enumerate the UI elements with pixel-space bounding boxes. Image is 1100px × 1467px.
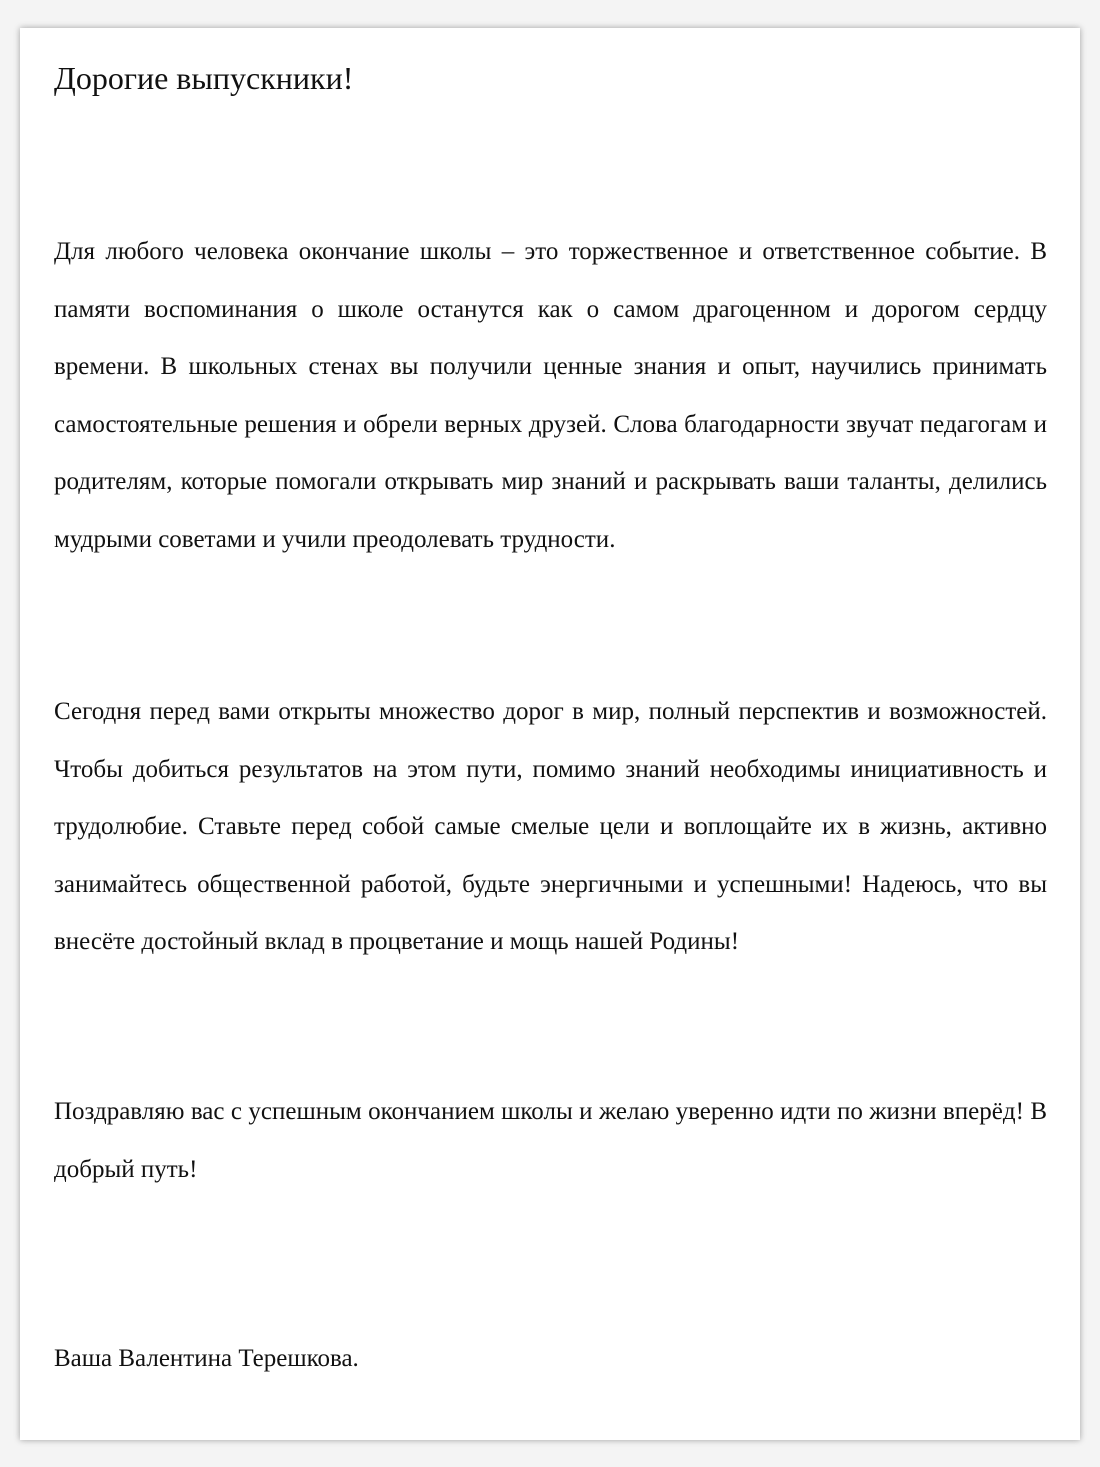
letter-greeting: Дорогие выпускники! xyxy=(54,60,354,96)
letter-body xyxy=(54,28,1047,1440)
letter-signature: Ваша Валентина Терешкова. xyxy=(54,1345,359,1372)
letter-paragraph-1: Для любого человека окончание школы – это торжественное и ответственное событие. В памяти воспоминания о школе останутся как о самом драгоценном и дорогом сердцу времени. В школьных стенах вы получили ценные знания и опыт, научились принимать самостоятельные решения и обрели верных друзей. Слова благодарности звучат педагогам и родителям, которые помогали открывать мир знаний и раскрывать ваши таланты, делились мудрыми советами и учили преодолевать трудности. xyxy=(54,238,1047,553)
letter-paragraph-3: Поздравляю вас с успешным окончанием школы и желаю уверенно идти по жизни вперёд! В добрый путь! xyxy=(54,1098,1047,1183)
document-page xyxy=(20,28,1080,1440)
letter-paragraph-2: Сегодня перед вами открыты множество дорог в мир, полный перспектив и возможностей. Чтобы добиться результатов на этом пути, помимо знаний необходимы инициативность и трудолюбие. Ставьте перед собой самые смелые цели и воплощайте их в жизнь, активно занимайтесь общественной работой, будьте энергичными и успешными! Надеюсь, что вы внесёте достойный вклад в процветание и мощь нашей Родины! xyxy=(54,698,1047,955)
